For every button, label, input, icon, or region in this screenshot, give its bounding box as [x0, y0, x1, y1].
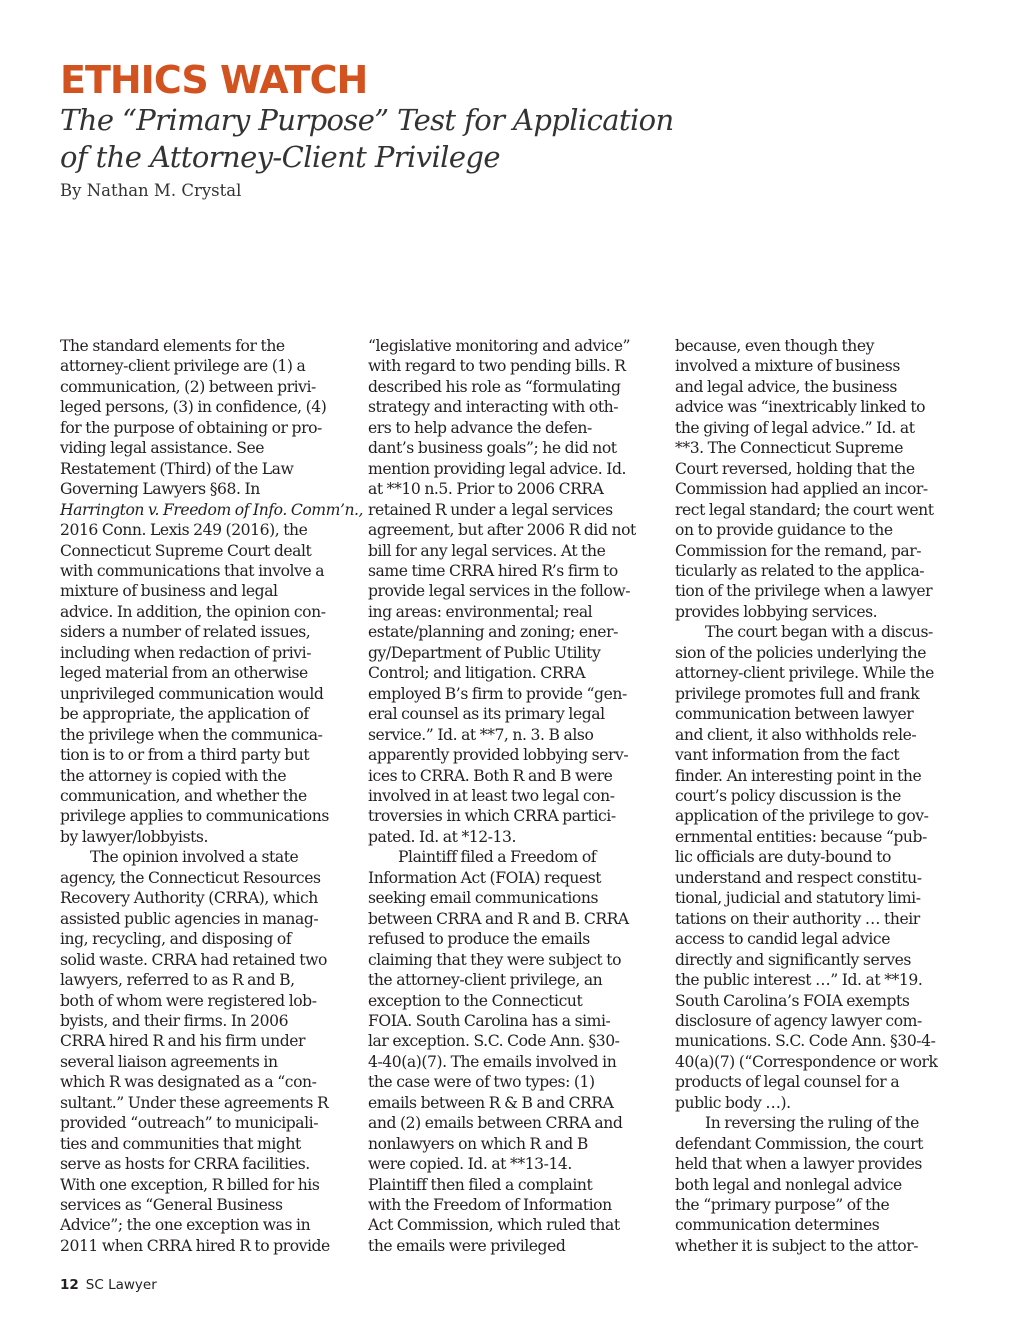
text-line: Restatement (Third) of the Law	[60, 459, 294, 478]
text-line: ticularly as related to the applica-	[675, 561, 925, 580]
text-line: tations on their authority … their	[675, 909, 920, 928]
text-line: communication, (2) between privi-	[60, 377, 316, 396]
text-line: between CRRA and R and B. CRRA	[368, 909, 629, 928]
page-number: 12	[60, 1277, 79, 1293]
publication-name: SC Lawyer	[85, 1277, 157, 1293]
text-line: solid waste. CRRA had retained two	[60, 950, 327, 969]
text-line: refused to produce the emails	[368, 930, 590, 949]
text-line: because, even though they	[675, 337, 875, 355]
paragraph	[675, 336, 971, 622]
text-line: serve as hosts for CRRA facilities.	[60, 1155, 310, 1174]
text-line: “legislative monitoring and advice”	[368, 337, 631, 355]
text-line: FOIA. South Carolina has a simi-	[368, 1011, 611, 1030]
text-line: employed B’s firm to provide “gen-	[368, 684, 627, 703]
text-line: held that when a lawyer provides	[675, 1155, 922, 1174]
text-line: whether it is subject to the attor-	[675, 1236, 919, 1255]
paragraph	[60, 847, 356, 1256]
text-line: unprivileged communication would	[60, 684, 324, 703]
article-column-3	[675, 336, 971, 1256]
text-line: estate/planning and zoning; ener-	[368, 623, 618, 642]
text-line: nonlawyers on which R and B	[368, 1134, 588, 1153]
text-line: ers to help advance the defen-	[368, 418, 592, 437]
text-line: assisted public agencies in manag-	[60, 909, 319, 928]
text-line: and (2) emails between CRRA and	[368, 1114, 623, 1133]
text-line: advice. In addition, the opinion con-	[60, 602, 326, 621]
text-line: application of the privilege to gov-	[675, 807, 929, 826]
text-line: the case were of two types: (1)	[368, 1073, 595, 1092]
text-line: the privilege when the communica-	[60, 725, 323, 744]
text-line: Commission for the remand, par-	[675, 541, 922, 560]
text-line: provided “outreach” to municipali-	[60, 1114, 319, 1133]
text-line: on to provide guidance to the	[675, 521, 893, 540]
text-line: viding legal assistance. See	[60, 439, 264, 458]
text-line: Recovery Authority (CRRA), which	[60, 889, 318, 908]
article-column-1	[60, 336, 364, 1256]
text-line: agency, the Connecticut Resources	[60, 868, 321, 887]
text-line: communication determines	[675, 1216, 880, 1235]
text-line: communication between lawyer	[675, 705, 914, 724]
text-line: 2016 Conn. Lexis 249 (2016), the	[60, 521, 308, 540]
text-line: mixture of business and legal	[60, 582, 278, 601]
text-line: tion is to or from a third party but	[60, 746, 310, 765]
text-line: provides lobbying services.	[675, 602, 878, 621]
text-line: strategy and interacting with oth-	[368, 398, 619, 417]
text-line: products of legal counsel for a	[675, 1073, 900, 1092]
text-line: Plaintiff then filed a complaint	[368, 1175, 593, 1194]
text-line: Act Commission, which ruled that	[368, 1216, 620, 1235]
text-line: siders a number of related issues,	[60, 623, 311, 642]
article-column-2	[368, 336, 664, 1256]
text-line: seeking email communications	[368, 889, 599, 908]
text-line: with the Freedom of Information	[368, 1196, 612, 1215]
text-line: lawyers, referred to as R and B,	[60, 971, 295, 990]
text-line: with regard to two pending bills. R	[368, 357, 626, 376]
text-line: apparently provided lobbying serv-	[368, 746, 629, 765]
page-footer	[60, 1276, 157, 1294]
text-line: The court began with a discus-	[705, 623, 933, 642]
paragraph	[675, 1113, 971, 1256]
text-line: including when redaction of privi-	[60, 643, 312, 662]
text-line: the public interest …” Id. at **19.	[675, 971, 923, 990]
text-line: leged persons, (3) in confidence, (4)	[60, 398, 327, 417]
text-line: described his role as “formulating	[368, 377, 621, 396]
text-line: which R was designated as a “con-	[60, 1073, 317, 1092]
article-title	[60, 102, 674, 176]
text-line: public body …).	[675, 1093, 791, 1112]
text-line: Governing Lawyers §68. In	[60, 480, 260, 499]
text-line: lar exception. S.C. Code Ann. §30-	[368, 1032, 620, 1051]
text-line: exception to the Connecticut	[368, 991, 583, 1010]
article-title-line: of the Attorney-Client Privilege	[60, 140, 500, 174]
text-line: attorney-client privilege are (1) a	[60, 357, 306, 376]
text-line: access to candid legal advice	[675, 930, 890, 949]
text-line: The standard elements for the	[60, 337, 285, 355]
text-line: privilege promotes full and frank	[675, 684, 920, 703]
text-line: leged material from an otherwise	[60, 664, 308, 683]
text-line: service.” Id. at **7, n. 3. B also	[368, 725, 594, 744]
text-line: claiming that they were subject to	[368, 950, 622, 969]
text-line: Plaintiff filed a Freedom of	[398, 848, 597, 867]
text-line: tional, judicial and statutory limi-	[675, 889, 921, 908]
text-line: be appropriate, the application of	[60, 705, 309, 724]
text-line: The opinion involved a state	[90, 848, 299, 867]
text-line: retained R under a legal services	[368, 500, 613, 519]
text-line: court’s policy discussion is the	[675, 786, 901, 805]
text-line: both of whom were registered lob-	[60, 991, 317, 1010]
text-line: ing areas: environmental; real	[368, 602, 593, 621]
text-line: Harrington v. Freedom of Info. Comm’n.,	[60, 500, 364, 519]
text-line: With one exception, R billed for his	[60, 1175, 320, 1194]
text-line: 4-40(a)(7). The emails involved in	[368, 1052, 617, 1071]
text-line: ices to CRRA. Both R and B were	[368, 766, 613, 785]
text-line: emails between R & B and CRRA	[368, 1093, 614, 1112]
byline: By Nathan M. Crystal	[60, 181, 242, 200]
text-line: directly and significantly serves	[675, 950, 911, 969]
text-line: Court reversed, holding that the	[675, 459, 915, 478]
text-line: communication, and whether the	[60, 786, 307, 805]
text-line: troversies in which CRRA partici-	[368, 807, 616, 826]
text-line: with communications that involve a	[60, 561, 325, 580]
section-kicker: ETHICS WATCH	[60, 58, 368, 102]
text-line: vant information from the fact	[675, 746, 900, 765]
text-line: involved in at least two legal con-	[368, 786, 615, 805]
text-line: provide legal services in the follow-	[368, 582, 631, 601]
text-line: and client, it also withholds rele-	[675, 725, 917, 744]
text-line: same time CRRA hired R’s firm to	[368, 561, 618, 580]
text-line: the attorney is copied with the	[60, 766, 287, 785]
text-line: for the purpose of obtaining or pro-	[60, 418, 322, 437]
text-line: services as “General Business	[60, 1196, 283, 1215]
text-line: 2011 when CRRA hired R to provide	[60, 1236, 330, 1255]
text-line: rect legal standard; the court went	[675, 500, 934, 519]
text-line: understand and respect constitu-	[675, 868, 922, 887]
text-line: finder. An interesting point in the	[675, 766, 922, 785]
text-line: gy/Department of Public Utility	[368, 643, 601, 662]
text-line: bill for any legal services. At the	[368, 541, 606, 560]
text-line: eral counsel as its primary legal	[368, 705, 605, 724]
text-line: agreement, but after 2006 R did not	[368, 521, 636, 540]
text-line: the giving of legal advice.” Id. at	[675, 418, 915, 437]
text-line: Commission had applied an incor-	[675, 480, 928, 499]
text-line: and legal advice, the business	[675, 377, 897, 396]
text-line: ing, recycling, and disposing of	[60, 930, 292, 949]
text-line: attorney-client privilege. While the	[675, 664, 934, 683]
text-line: byists, and their firms. In 2006	[60, 1011, 289, 1030]
paragraph	[60, 336, 364, 847]
text-line: involved a mixture of business	[675, 357, 900, 376]
text-line: **3. The Connecticut Supreme	[675, 439, 903, 458]
text-line: ties and communities that might	[60, 1134, 301, 1153]
text-line: by lawyer/lobbyists.	[60, 827, 208, 846]
text-line: several liaison agreements in	[60, 1052, 278, 1071]
text-line: at **10 n.5. Prior to 2006 CRRA	[368, 480, 604, 499]
paragraph	[368, 336, 664, 847]
article-title-line: The “Primary Purpose” Test for Application	[60, 103, 674, 137]
text-line: 40(a)(7) (“Correspondence or work	[675, 1052, 938, 1071]
paragraph	[368, 847, 664, 1256]
text-line: South Carolina’s FOIA exempts	[675, 991, 910, 1010]
text-line: Information Act (FOIA) request	[368, 868, 602, 887]
text-line: sultant.” Under these agreements R	[60, 1093, 329, 1112]
text-line: pated. Id. at *12-13.	[368, 827, 517, 846]
text-line: ernmental entities: because “pub-	[675, 827, 927, 846]
text-line: mention providing legal advice. Id.	[368, 459, 627, 478]
text-line: were copied. Id. at **13-14.	[368, 1155, 572, 1174]
text-line: disclosure of agency lawyer com-	[675, 1011, 922, 1030]
text-line: sion of the policies underlying the	[675, 643, 927, 662]
text-line: Connecticut Supreme Court dealt	[60, 541, 312, 560]
text-line: the “primary purpose” of the	[675, 1196, 890, 1215]
text-line: both legal and nonlegal advice	[675, 1175, 902, 1194]
text-line: Control; and litigation. CRRA	[368, 664, 586, 683]
text-line: dant’s business goals”; he did not	[368, 439, 617, 458]
text-line: CRRA hired R and his firm under	[60, 1032, 306, 1051]
text-line: defendant Commission, the court	[675, 1134, 923, 1153]
text-line: tion of the privilege when a lawyer	[675, 582, 933, 601]
text-line: munications. S.C. Code Ann. §30-4-	[675, 1032, 936, 1051]
text-line: the attorney-client privilege, an	[368, 971, 603, 990]
paragraph	[675, 622, 971, 1113]
text-line: Advice”; the one exception was in	[60, 1216, 311, 1235]
text-line: advice was “inextricably linked to	[675, 398, 926, 417]
text-line: lic officials are duty-bound to	[675, 848, 891, 867]
text-line: In reversing the ruling of the	[705, 1114, 919, 1133]
text-line: the emails were privileged	[368, 1236, 566, 1255]
text-line: privilege applies to communications	[60, 807, 329, 826]
